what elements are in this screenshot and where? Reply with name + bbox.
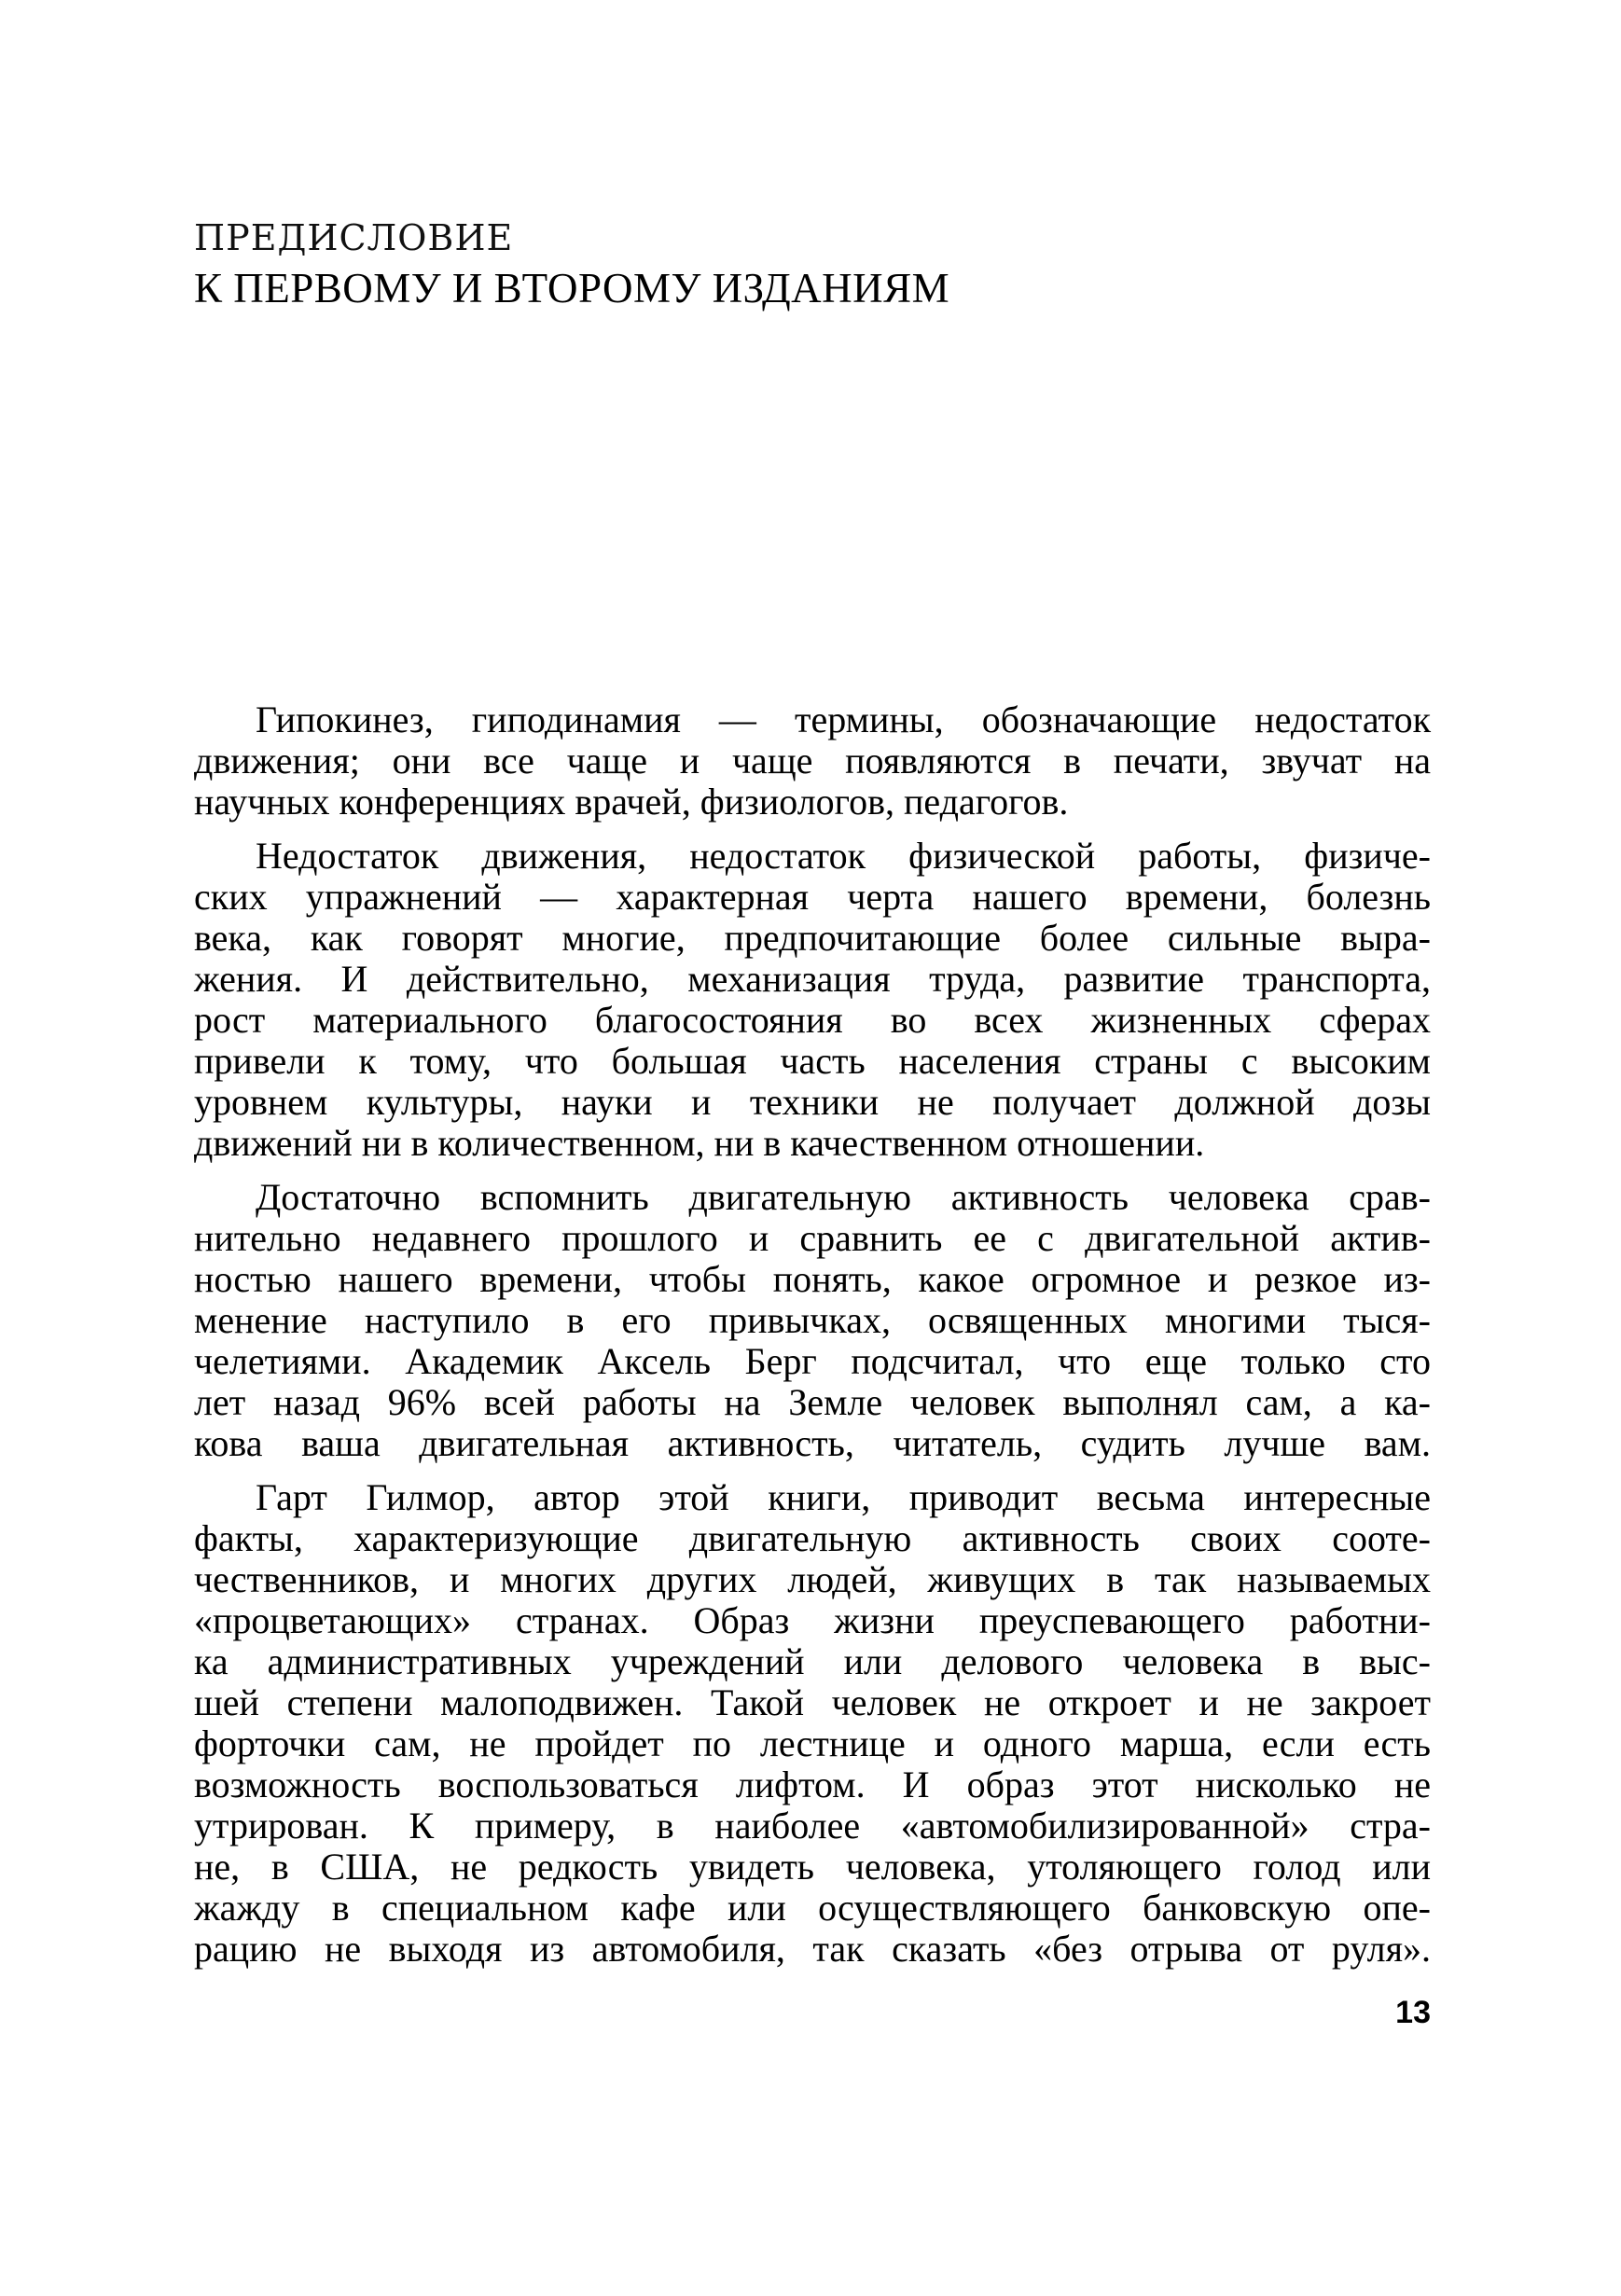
text-line: не, в США, не редкость увидеть человека, утоляющего голод или (194, 1846, 1431, 1888)
text-line: шей степени малоподвижен. Такой человек не откроет и не закроет (194, 1681, 1431, 1723)
text-line: лет назад 96% всей работы на Земле человек выполнял сам, а ка- (194, 1381, 1431, 1423)
paragraph-2 (194, 836, 1431, 1164)
text-line: научных конференциях врачей, физиологов, педагогов. (194, 781, 1069, 823)
text-line: кова ваша двигательная активность, читатель, судить лучше вам. (194, 1422, 1431, 1464)
text-line: возможность воспользоваться лифтом. И образ этот нисколько не (194, 1763, 1431, 1805)
heading-title: К ПЕРВОМУ И ВТОРОМУ ИЗДАНИЯМ (194, 265, 950, 311)
text-line: Достаточно вспомнить двигательную активность человека срав- (256, 1176, 1431, 1218)
text-line: ка административных учреждений или делового человека в выс- (194, 1640, 1431, 1682)
paragraph-3 (194, 1177, 1431, 1464)
text-line: уровнем культуры, науки и техники не получает должной дозы (194, 1081, 1431, 1123)
text-line: Недостаток движения, недостаток физической работы, физиче- (256, 835, 1431, 877)
text-line: факты, характеризующие двигательную активность своих соотe- (194, 1517, 1431, 1559)
paragraph-1 (194, 699, 1431, 823)
text-line: чественников, и многих других людей, живущих в так называемых (194, 1558, 1431, 1600)
text-line: Гарт Гилмор, автор этой книги, приводит весьма интересные (256, 1476, 1431, 1518)
text-line: «процветающих» странах. Образ жизни преуспевающего работни- (194, 1599, 1431, 1641)
text-line: ских упражнений — характерная черта нашего времени, болезнь (194, 876, 1431, 918)
text-line: движения; они все чаще и чаще появляются в печати, звучат на (194, 740, 1431, 781)
text-line: рост материального благосостояния во всех жизненных сферах (194, 999, 1431, 1041)
heading-kicker: ПРЕДИСЛОВИЕ (194, 217, 514, 258)
text-line: рацию не выходя из автомобиля, так сказать «без отрыва от руля». (194, 1928, 1431, 1970)
text-line: челетиями. Академик Аксель Берг подсчитал, что еще только сто (194, 1340, 1431, 1382)
text-line: менение наступило в его привычках, освященных многими тыся- (194, 1299, 1431, 1341)
text-line: движений ни в количественном, ни в качественном отношении. (194, 1122, 1205, 1164)
text-line: жажду в специальном кафе или осуществляющего банковскую опе- (194, 1887, 1431, 1929)
text-line: утрирован. К примеру, в наиболее «автомобилизированной» стра- (194, 1805, 1431, 1846)
text-line: Гипокинез, гиподинамия — термины, обозначающие недостаток (256, 698, 1431, 740)
text-line: привели к тому, что большая часть населения страны с высоким (194, 1040, 1431, 1082)
text-line: века, как говорят многие, предпочитающие более сильные выра- (194, 917, 1431, 959)
text-line: нительно недавнего прошлого и сравнить ее с двигательной актив- (194, 1217, 1431, 1259)
text-line: ностью нашего времени, чтобы понять, какое огромное и резкое из- (194, 1258, 1431, 1300)
text-line: форточки сам, не пройдет по лестнице и одного марша, если есть (194, 1722, 1431, 1764)
paragraph-4 (194, 1477, 1431, 1970)
page-number: 13 (1395, 1995, 1431, 2030)
text-line: жения. И действительно, механизация труда, развитие транспорта, (194, 958, 1431, 1000)
chapter-heading (194, 214, 1220, 315)
body-text (194, 699, 1431, 1970)
